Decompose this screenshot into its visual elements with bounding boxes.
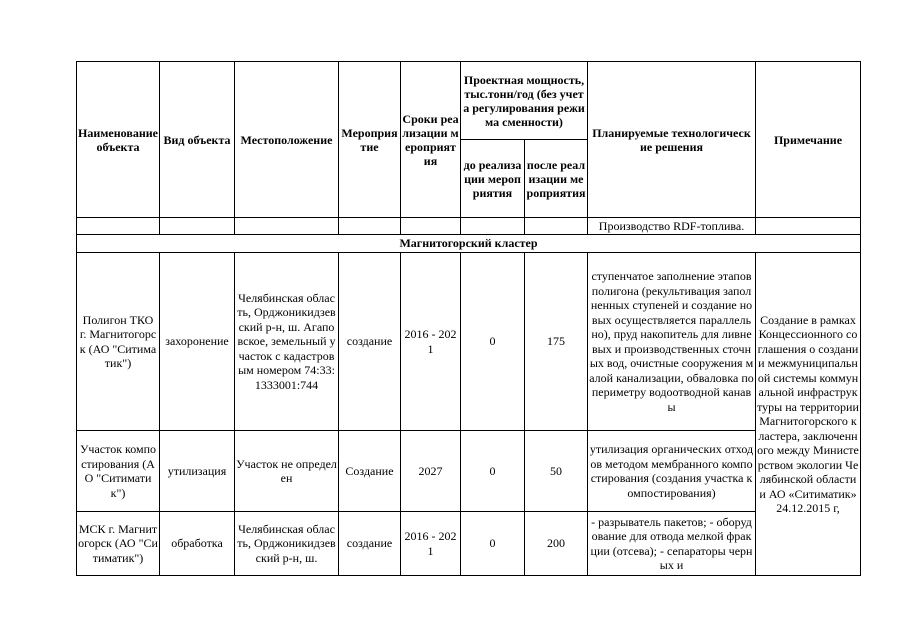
header-capacity-after: после реализации мероприятия — [525, 140, 588, 218]
cell-measure: создание — [339, 512, 401, 576]
header-type: Вид объекта — [160, 62, 235, 218]
cell-name: МСК г. Магнитогорск (АО "Ситиматик") — [77, 512, 160, 576]
carry-cell-note — [756, 218, 861, 235]
header-capacity-before: до реализации мероприятия — [461, 140, 525, 218]
cell-solutions: утилизация органических отходов методом мембранного компостирования (создания участка компостирования) — [588, 431, 756, 512]
table-row — [77, 253, 861, 431]
header-period: Сроки реализации мероприятия — [401, 62, 461, 218]
cell-type: утилизация — [160, 431, 235, 512]
cell-after: 50 — [525, 431, 588, 512]
cell-before: 0 — [461, 512, 525, 576]
cell-note: Создание в рамках Концессионного соглашения о создании межмуниципальной системы коммунальной инфраструктуры на территории Магнитогорского кластера, заключенного между Министерством экологии Челябинской области и АО «Ситиматик» 24.12.2015 г, — [756, 253, 861, 576]
cell-solutions: ступенчатое заполнение этапов полигона (рекультивация заполненных ступеней и создание новых осуществляется параллельно), пруд накопитель для ливневых и производственных сточных вод, очистные сооружения малой канализации, обваловка по периметру водоотводной канавы — [588, 253, 756, 431]
header-note: Примечание — [756, 62, 861, 218]
carry-cell-measure — [339, 218, 401, 235]
carry-cell-type — [160, 218, 235, 235]
cell-measure: Создание — [339, 431, 401, 512]
header-name: Наименование объекта — [77, 62, 160, 218]
header-measure: Мероприятие — [339, 62, 401, 218]
objects-table — [76, 61, 861, 576]
carry-cell-after — [525, 218, 588, 235]
cell-solutions: - разрыватель пакетов; - оборудование для отвода мелкой фракции (отсева); - сепараторы черных и — [588, 512, 756, 576]
carry-cell-location — [235, 218, 339, 235]
header-capacity: Проектная мощность, тыс.тонн/год (без учета регулирования режима сменности) — [461, 62, 588, 140]
cell-name: Участок компостирования (АО "Ситиматик") — [77, 431, 160, 512]
cell-after: 175 — [525, 253, 588, 431]
cell-after: 200 — [525, 512, 588, 576]
carry-cell-period — [401, 218, 461, 235]
table-row — [77, 431, 861, 512]
carry-cell-name — [77, 218, 160, 235]
table-row — [77, 512, 861, 576]
carry-cell-before — [461, 218, 525, 235]
cell-location: Челябинская область, Орджоникидзевский р-н, ш. — [235, 512, 339, 576]
carry-cell-solutions: Производство RDF-топлива. — [588, 218, 756, 235]
cell-name: Полигон ТКО г. Магнитогорск (АО "Ситиматик") — [77, 253, 160, 431]
cell-before: 0 — [461, 431, 525, 512]
header-solutions: Планируемые технологические решения — [588, 62, 756, 218]
cell-measure: создание — [339, 253, 401, 431]
cluster-title: Магнитогорский кластер — [77, 235, 861, 253]
cell-location: Челябинская область, Орджоникидзевский р-н, ш. Агаповское, земельный участок с кадастровым номером 74:33:1333001:744 — [235, 253, 339, 431]
cell-location: Участок не определен — [235, 431, 339, 512]
cell-period: 2016 - 2021 — [401, 512, 461, 576]
cell-type: захоронение — [160, 253, 235, 431]
cell-period: 2016 - 2021 — [401, 253, 461, 431]
header-location: Местоположение — [235, 62, 339, 218]
cell-before: 0 — [461, 253, 525, 431]
cell-period: 2027 — [401, 431, 461, 512]
cell-type: обработка — [160, 512, 235, 576]
